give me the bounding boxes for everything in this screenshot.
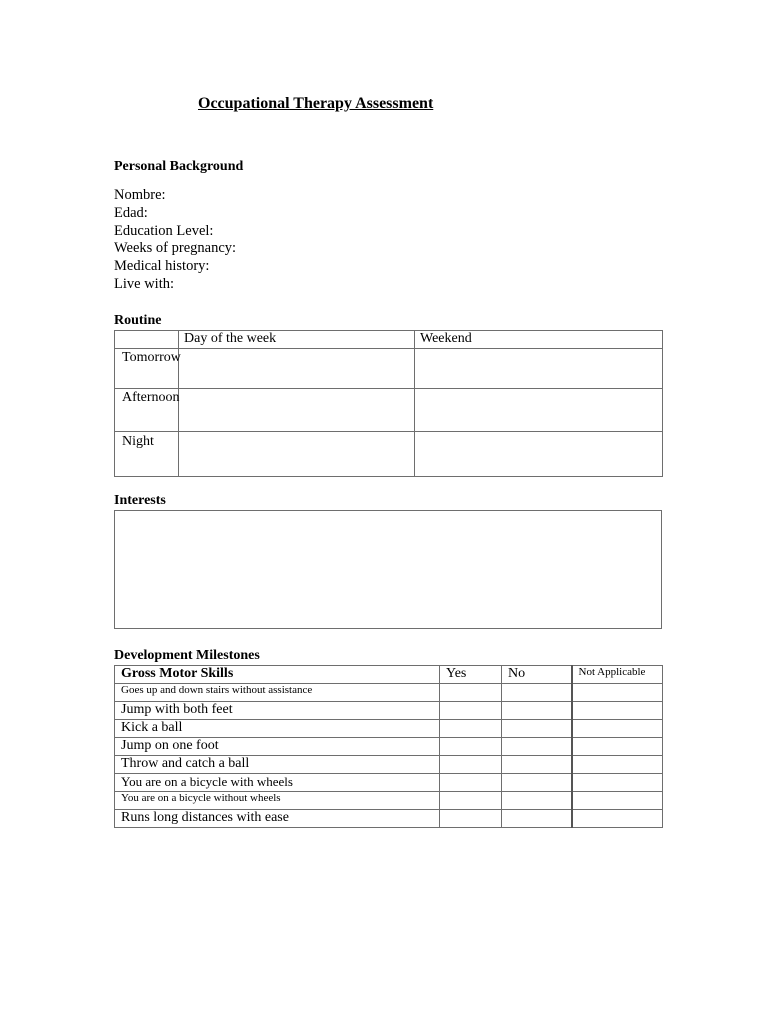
milestone-row [115,702,663,720]
no-cell[interactable] [502,684,572,702]
no-cell[interactable] [502,702,572,720]
na-cell[interactable] [572,792,663,810]
routine-row-label: Night [115,432,179,477]
milestone-row [115,738,663,756]
personal-background-heading: Personal Background [114,159,244,174]
routine-heading: Routine [114,313,162,328]
milestone-label: Kick a ball [115,720,440,738]
na-cell[interactable] [572,756,663,774]
interests-box[interactable] [114,510,662,629]
na-cell[interactable] [572,684,663,702]
routine-row [115,389,663,432]
header-not-applicable: Not Applicable [572,666,663,684]
milestone-label: You are on a bicycle without wheels [115,792,440,810]
header-gross-motor-skills: Gross Motor Skills [115,666,440,684]
routine-row [115,349,663,389]
routine-row-label: Afternoon [115,389,179,432]
milestone-label: Goes up and down stairs without assistance [115,684,440,702]
page-title: Occupational Therapy Assessment [198,95,434,112]
milestone-row [115,810,663,828]
routine-cell[interactable] [415,349,663,389]
routine-cell[interactable] [415,432,663,477]
field-edad: Edad: [114,204,148,221]
no-cell[interactable] [502,738,572,756]
milestone-label: You are on a bicycle with wheels [115,774,440,792]
routine-corner-cell [115,331,179,349]
routine-col-day-of-week: Day of the week [179,331,415,349]
yes-cell[interactable] [440,702,502,720]
na-cell[interactable] [572,774,663,792]
no-cell[interactable] [502,810,572,828]
routine-cell[interactable] [179,432,415,477]
milestone-row [115,684,663,702]
yes-cell[interactable] [440,684,502,702]
milestones-table [114,665,663,828]
no-cell[interactable] [502,756,572,774]
yes-cell[interactable] [440,756,502,774]
milestones-header-row [115,666,663,684]
na-cell[interactable] [572,738,663,756]
yes-cell[interactable] [440,810,502,828]
no-cell[interactable] [502,792,572,810]
na-cell[interactable] [572,810,663,828]
yes-cell[interactable] [440,720,502,738]
routine-header-row [115,331,663,349]
header-yes: Yes [440,666,502,684]
field-weeks-of-pregnancy: Weeks of pregnancy: [114,240,237,257]
yes-cell[interactable] [440,738,502,756]
field-live-with: Live with: [114,275,175,292]
no-cell[interactable] [502,720,572,738]
milestones-heading: Development Milestones [114,648,260,663]
milestone-label: Jump on one foot [115,738,440,756]
field-education-level: Education Level: [114,222,214,239]
routine-cell[interactable] [179,349,415,389]
milestone-row [115,720,663,738]
routine-cell[interactable] [179,389,415,432]
routine-table [114,330,663,477]
routine-row-label: Tomorrow [115,349,179,389]
routine-col-weekend: Weekend [415,331,663,349]
yes-cell[interactable] [440,792,502,810]
personal-fields [114,187,236,294]
milestone-label: Throw and catch a ball [115,756,440,774]
milestone-label: Runs long distances with ease [115,810,440,828]
field-medical-history: Medical history: [114,258,210,275]
interests-heading: Interests [114,493,166,508]
na-cell[interactable] [572,702,663,720]
no-cell[interactable] [502,774,572,792]
na-cell[interactable] [572,720,663,738]
milestone-row [115,756,663,774]
milestone-row [115,792,663,810]
routine-row [115,432,663,477]
field-nombre: Nombre: [114,187,166,203]
yes-cell[interactable] [440,774,502,792]
routine-cell[interactable] [415,389,663,432]
header-no: No [502,666,572,684]
milestone-label: Jump with both feet [115,702,440,720]
milestone-row [115,774,663,792]
